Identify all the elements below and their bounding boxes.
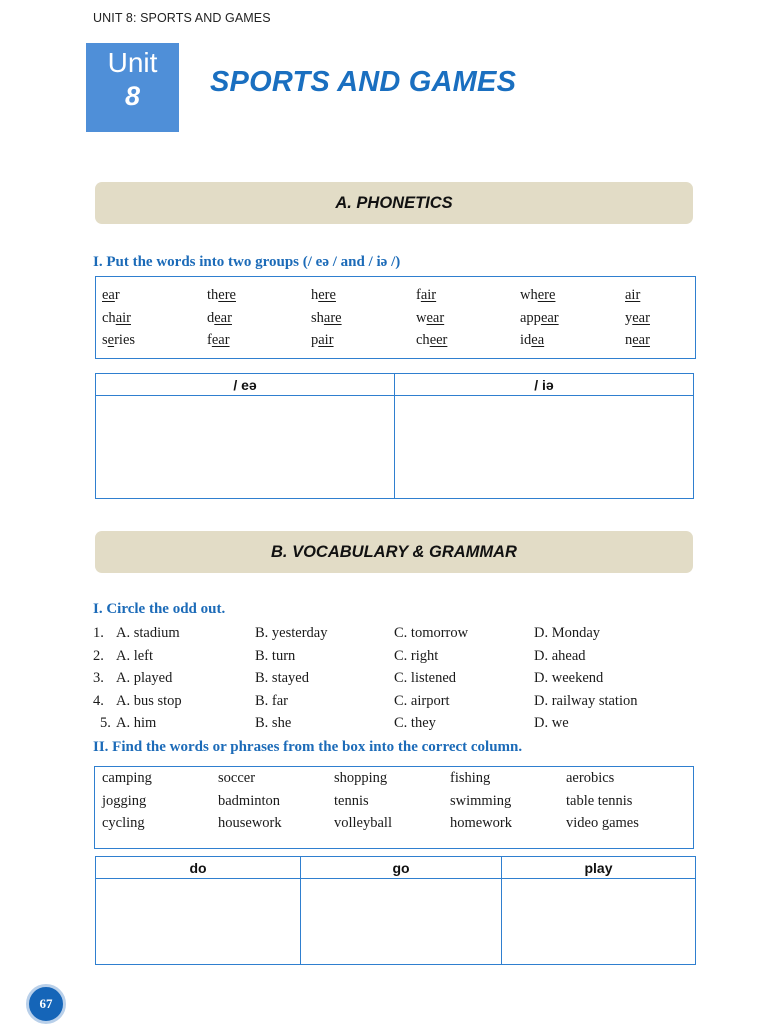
answer-option-c[interactable]: C. airport [394,692,450,709]
phonetic-word: series [102,332,136,348]
phonetic-word: idea [520,332,545,348]
phonetic-word: year [625,309,650,326]
phonetics-answer-table [95,373,694,499]
answer-option-a[interactable]: A. him [116,715,157,732]
word-sort-grid [102,767,676,835]
answer-option-c[interactable]: C. they [394,715,436,732]
word-sort-answer-table [95,856,696,965]
answer-option-d[interactable]: D. ahead [534,647,586,664]
page-title: SPORTS AND GAMES [210,66,517,98]
phonetic-word: air [625,287,641,303]
phonetic-word: appear [520,309,559,326]
answer-option-b[interactable]: B. turn [255,647,296,664]
phonetic-word: chair [102,309,131,326]
phonetics-word-grid [102,284,695,352]
unit-number: 8 [124,81,141,111]
answer-option-d[interactable]: D. Monday [534,625,601,641]
column-header-ea: / eə [96,374,395,396]
answer-option-a[interactable]: A. bus stop [116,692,182,709]
answer-option-c[interactable]: C. listened [394,670,457,687]
sort-word: swimming [450,792,512,809]
answer-option-a[interactable]: A. stadium [116,625,180,641]
odd-out-question-list [93,622,683,735]
answer-option-d[interactable]: D. railway station [534,692,638,709]
column-header-play: play [502,857,696,879]
column-header-go: go [301,857,502,879]
sort-word: shopping [334,770,388,786]
question-number: 3. [93,670,104,687]
question-row [93,645,683,668]
section-a-heading: A. PHONETICS [95,182,693,224]
question-row [93,690,683,713]
sort-word: tennis [334,792,369,809]
sort-word: jogging [102,792,147,809]
phonetic-word: share [311,309,342,326]
question-number: 5. [100,715,111,732]
answer-option-d[interactable]: D. weekend [534,670,604,687]
sort-word: volleyball [334,815,392,831]
answer-option-b[interactable]: B. far [255,692,289,709]
phonetic-word: there [207,287,236,303]
sort-word: badminton [218,792,281,809]
answer-cell-ea[interactable] [96,396,395,499]
phonetic-word: fair [416,287,437,303]
phonetic-word: fear [207,332,230,348]
sort-word: fishing [450,770,491,786]
answer-option-c[interactable]: C. tomorrow [394,625,469,641]
column-header-ia: / iə [395,374,694,396]
phonetic-word: ear [102,287,120,303]
answer-cell-go[interactable] [301,879,502,965]
column-header-do: do [96,857,301,879]
word-sort-task-title: II. Find the words or phrases from the box into the correct column. [93,739,523,755]
section-b-heading: B. VOCABULARY & GRAMMAR [95,531,693,573]
phonetic-word: wear [416,309,445,326]
page-number-badge: 67 [26,984,66,1024]
phonetic-word: dear [207,309,232,326]
answer-option-a[interactable]: A. left [116,647,154,664]
answer-option-b[interactable]: B. yesterday [255,625,328,641]
sort-word: aerobics [566,770,615,786]
phonetic-word: near [625,332,650,348]
sort-word: soccer [218,770,256,786]
odd-out-task-title: I. Circle the odd out. [93,601,226,617]
phonetic-word: pair [311,332,334,348]
question-number: 4. [93,692,104,709]
unit-label: Unit [107,47,158,78]
answer-option-b[interactable]: B. stayed [255,670,309,687]
answer-cell-ia[interactable] [395,396,694,499]
sort-word: homework [450,815,513,831]
answer-cell-do[interactable] [96,879,301,965]
question-row [93,712,683,735]
running-head: UNIT 8: SPORTS AND GAMES [93,11,271,25]
phonetics-task-title: I. Put the words into two groups (/ eə / and / iə /) [93,254,401,270]
sort-word: video games [566,815,639,831]
phonetic-word: cheer [416,332,448,348]
answer-option-c[interactable]: C. right [394,647,439,664]
sort-word: cycling [102,815,145,831]
answer-option-a[interactable]: A. played [116,670,173,687]
answer-option-b[interactable]: B. she [255,715,292,732]
phonetic-word: here [311,287,336,303]
unit-badge [86,43,179,132]
question-row [93,622,683,645]
question-row [93,667,683,690]
answer-cell-play[interactable] [502,879,696,965]
answer-option-d[interactable]: D. we [534,715,569,732]
question-number: 2. [93,647,104,664]
sort-word: housework [218,815,282,831]
sort-word: camping [102,770,152,786]
phonetic-word: where [520,287,556,303]
question-number: 1. [93,625,104,641]
sort-word: table tennis [566,792,633,809]
